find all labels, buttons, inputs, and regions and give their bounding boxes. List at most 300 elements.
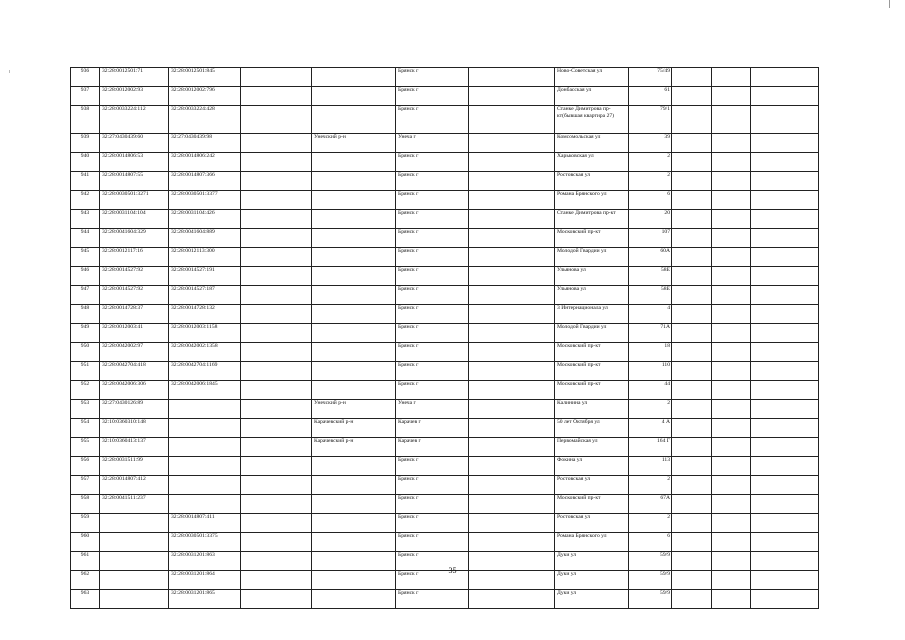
district-cell bbox=[312, 590, 396, 609]
locality-cell: Брянск г bbox=[396, 324, 469, 343]
house-number-cell: 6 bbox=[629, 191, 672, 210]
empty-cell bbox=[751, 514, 819, 533]
table-row bbox=[71, 305, 819, 324]
empty-cell bbox=[241, 305, 312, 324]
locality-cell: Брянск г bbox=[396, 229, 469, 248]
cadastral-number-cell: 32:28:0042002:97 bbox=[100, 343, 169, 362]
empty-cell bbox=[469, 590, 555, 609]
empty-cell bbox=[712, 362, 751, 381]
house-number-cell: 59/9 bbox=[629, 571, 672, 590]
empty-cell bbox=[712, 476, 751, 495]
empty-cell bbox=[712, 248, 751, 267]
empty-cell bbox=[672, 590, 712, 609]
locality-cell: Брянск г bbox=[396, 191, 469, 210]
empty-cell bbox=[712, 286, 751, 305]
table-row bbox=[71, 533, 819, 552]
district-cell: Карачевский р-н bbox=[312, 419, 396, 438]
empty-cell bbox=[672, 476, 712, 495]
scan-mark bbox=[889, 0, 890, 8]
building-cadastral-number-cell bbox=[169, 457, 241, 476]
cadastral-number-cell: 32:28:0042006:306 bbox=[100, 381, 169, 400]
row-number: 943 bbox=[71, 210, 100, 229]
street-cell: Московский пр-кт bbox=[555, 362, 629, 381]
empty-cell bbox=[751, 495, 819, 514]
table-row bbox=[71, 87, 819, 106]
empty-cell bbox=[672, 533, 712, 552]
row-number: 951 bbox=[71, 362, 100, 381]
table-row bbox=[71, 324, 819, 343]
empty-cell bbox=[751, 286, 819, 305]
empty-cell bbox=[712, 495, 751, 514]
house-number-cell: 44 bbox=[629, 381, 672, 400]
table-row bbox=[71, 286, 819, 305]
house-number-cell: 164 Г bbox=[629, 438, 672, 457]
street-cell: Романа Брянского ул bbox=[555, 191, 629, 210]
empty-cell bbox=[241, 343, 312, 362]
empty-cell bbox=[672, 362, 712, 381]
district-cell bbox=[312, 191, 396, 210]
cadastral-number-cell: 32:28:0014807:55 bbox=[100, 172, 169, 191]
empty-cell bbox=[672, 229, 712, 248]
district-cell bbox=[312, 286, 396, 305]
cadastral-number-cell: 32:28:0012501:71 bbox=[100, 68, 169, 87]
empty-cell bbox=[751, 305, 819, 324]
empty-cell bbox=[469, 106, 555, 134]
locality-cell: Брянск г bbox=[396, 552, 469, 571]
cadastral-number-cell: 32:28:0030501:3271 bbox=[100, 191, 169, 210]
house-number-cell: 4 bbox=[629, 305, 672, 324]
row-number: 936 bbox=[71, 68, 100, 87]
house-number-cell: 75/49 bbox=[629, 68, 672, 87]
table-row bbox=[71, 153, 819, 172]
locality-cell: Брянск г bbox=[396, 153, 469, 172]
building-cadastral-number-cell: 32:28:0014807:366 bbox=[169, 172, 241, 191]
district-cell: Унечский р-н bbox=[312, 134, 396, 153]
empty-cell bbox=[469, 134, 555, 153]
table-row bbox=[71, 210, 819, 229]
building-cadastral-number-cell bbox=[169, 438, 241, 457]
empty-cell bbox=[672, 457, 712, 476]
district-cell bbox=[312, 476, 396, 495]
table-row bbox=[71, 172, 819, 191]
building-cadastral-number-cell: 32:28:0041604:889 bbox=[169, 229, 241, 248]
locality-cell: Брянск г bbox=[396, 305, 469, 324]
row-number: 939 bbox=[71, 134, 100, 153]
empty-cell bbox=[469, 267, 555, 286]
empty-cell bbox=[751, 248, 819, 267]
district-cell bbox=[312, 106, 396, 134]
empty-cell bbox=[712, 134, 751, 153]
empty-cell bbox=[241, 153, 312, 172]
street-cell: Московский пр-кт bbox=[555, 495, 629, 514]
empty-cell bbox=[469, 533, 555, 552]
cadastral-number-cell bbox=[100, 533, 169, 552]
district-cell bbox=[312, 305, 396, 324]
district-cell bbox=[312, 533, 396, 552]
building-cadastral-number-cell: 32:28:0042002:1358 bbox=[169, 343, 241, 362]
cadastral-number-cell: 32:28:0031511:99 bbox=[100, 457, 169, 476]
district-cell: Карачевский р-н bbox=[312, 438, 396, 457]
empty-cell bbox=[469, 400, 555, 419]
cadastral-number-cell: 32:28:0012117:16 bbox=[100, 248, 169, 267]
district-cell bbox=[312, 267, 396, 286]
house-number-cell: 58Е bbox=[629, 267, 672, 286]
table-row bbox=[71, 134, 819, 153]
house-number-cell: 59/9 bbox=[629, 552, 672, 571]
empty-cell bbox=[712, 153, 751, 172]
street-cell: Московский пр-кт bbox=[555, 229, 629, 248]
empty-cell bbox=[712, 533, 751, 552]
empty-cell bbox=[469, 457, 555, 476]
empty-cell bbox=[712, 106, 751, 134]
empty-cell bbox=[469, 68, 555, 87]
empty-cell bbox=[712, 590, 751, 609]
house-number-cell: 67А bbox=[629, 495, 672, 514]
empty-cell bbox=[469, 381, 555, 400]
empty-cell bbox=[241, 191, 312, 210]
empty-cell bbox=[672, 495, 712, 514]
empty-cell bbox=[241, 514, 312, 533]
table-row bbox=[71, 191, 819, 210]
empty-cell bbox=[672, 324, 712, 343]
house-number-cell: 2 bbox=[629, 172, 672, 191]
empty-cell bbox=[241, 457, 312, 476]
empty-cell bbox=[751, 400, 819, 419]
table-row bbox=[71, 381, 819, 400]
locality-cell: Брянск г bbox=[396, 590, 469, 609]
empty-cell bbox=[672, 514, 712, 533]
cadastral-number-cell: 32:27:0430439:60 bbox=[100, 134, 169, 153]
district-cell bbox=[312, 172, 396, 191]
empty-cell bbox=[469, 419, 555, 438]
row-number: 942 bbox=[71, 191, 100, 210]
row-number: 959 bbox=[71, 514, 100, 533]
row-number: 948 bbox=[71, 305, 100, 324]
empty-cell bbox=[469, 343, 555, 362]
empty-cell bbox=[241, 476, 312, 495]
table-row bbox=[71, 400, 819, 419]
empty-cell bbox=[751, 362, 819, 381]
cadastral-number-cell: 32:28:0042704:418 bbox=[100, 362, 169, 381]
row-number: 947 bbox=[71, 286, 100, 305]
empty-cell bbox=[241, 68, 312, 87]
district-cell bbox=[312, 210, 396, 229]
street-cell: Ростовская ул bbox=[555, 476, 629, 495]
locality-cell: Брянск г bbox=[396, 248, 469, 267]
district-cell bbox=[312, 457, 396, 476]
empty-cell bbox=[469, 286, 555, 305]
building-cadastral-number-cell: 32:28:0031201:863 bbox=[169, 552, 241, 571]
empty-cell bbox=[241, 400, 312, 419]
table-row bbox=[71, 514, 819, 533]
table-row bbox=[71, 590, 819, 609]
empty-cell bbox=[672, 68, 712, 87]
empty-cell bbox=[672, 381, 712, 400]
cadastral-number-cell: 32:28:0014806:53 bbox=[100, 153, 169, 172]
table-row bbox=[71, 248, 819, 267]
empty-cell bbox=[672, 305, 712, 324]
street-cell: Дуки ул bbox=[555, 552, 629, 571]
empty-cell bbox=[469, 305, 555, 324]
empty-cell bbox=[241, 590, 312, 609]
empty-cell bbox=[751, 106, 819, 134]
page-number: 35 bbox=[448, 566, 457, 575]
empty-cell bbox=[751, 87, 819, 106]
property-register-table bbox=[70, 67, 819, 609]
locality-cell: Брянск г bbox=[396, 476, 469, 495]
cadastral-number-cell: 32:28:0014807:412 bbox=[100, 476, 169, 495]
empty-cell bbox=[469, 229, 555, 248]
building-cadastral-number-cell: 32:28:0014806:242 bbox=[169, 153, 241, 172]
empty-cell bbox=[469, 476, 555, 495]
empty-cell bbox=[751, 153, 819, 172]
empty-cell bbox=[241, 438, 312, 457]
building-cadastral-number-cell: 32:27:0430439:98 bbox=[169, 134, 241, 153]
empty-cell bbox=[241, 381, 312, 400]
table-row bbox=[71, 457, 819, 476]
house-number-cell: 18 bbox=[629, 343, 672, 362]
house-number-cell: 79/1 bbox=[629, 106, 672, 134]
locality-cell: Брянск г bbox=[396, 362, 469, 381]
district-cell bbox=[312, 381, 396, 400]
street-cell: Ульянова ул bbox=[555, 286, 629, 305]
street-cell: Калинина ул bbox=[555, 400, 629, 419]
building-cadastral-number-cell: 32:28:0031104:426 bbox=[169, 210, 241, 229]
locality-cell: Унеча г bbox=[396, 134, 469, 153]
empty-cell bbox=[241, 286, 312, 305]
row-number: 957 bbox=[71, 476, 100, 495]
empty-cell bbox=[469, 191, 555, 210]
house-number-cell: 2 bbox=[629, 153, 672, 172]
cadastral-number-cell: 32:28:0041511:237 bbox=[100, 495, 169, 514]
building-cadastral-number-cell: 32:28:0030501:3375 bbox=[169, 533, 241, 552]
empty-cell bbox=[751, 191, 819, 210]
cadastral-number-cell: 32:10:0360310:148 bbox=[100, 419, 169, 438]
empty-cell bbox=[712, 324, 751, 343]
street-cell: 3 Интернационала ул bbox=[555, 305, 629, 324]
building-cadastral-number-cell: 32:28:0014527:187 bbox=[169, 286, 241, 305]
table-row bbox=[71, 106, 819, 134]
empty-cell bbox=[241, 87, 312, 106]
building-cadastral-number-cell: 32:28:0031201:865 bbox=[169, 590, 241, 609]
empty-cell bbox=[672, 419, 712, 438]
empty-cell bbox=[672, 400, 712, 419]
empty-cell bbox=[469, 210, 555, 229]
table-row bbox=[71, 362, 819, 381]
building-cadastral-number-cell: 32:28:0012002:796 bbox=[169, 87, 241, 106]
locality-cell: Брянск г bbox=[396, 343, 469, 362]
empty-cell bbox=[241, 324, 312, 343]
empty-cell bbox=[672, 343, 712, 362]
cadastral-number-cell: 32:28:0031104:104 bbox=[100, 210, 169, 229]
row-number: 946 bbox=[71, 267, 100, 286]
house-number-cell: 60А bbox=[629, 248, 672, 267]
empty-cell bbox=[751, 590, 819, 609]
empty-cell bbox=[241, 495, 312, 514]
building-cadastral-number-cell: 32:28:0030501:3377 bbox=[169, 191, 241, 210]
empty-cell bbox=[751, 210, 819, 229]
empty-cell bbox=[469, 248, 555, 267]
building-cadastral-number-cell: 32:28:0042704:1169 bbox=[169, 362, 241, 381]
building-cadastral-number-cell: 32:28:0012113:300 bbox=[169, 248, 241, 267]
house-number-cell: 110 bbox=[629, 362, 672, 381]
empty-cell bbox=[672, 153, 712, 172]
row-number: 961 bbox=[71, 552, 100, 571]
empty-cell bbox=[469, 172, 555, 191]
empty-cell bbox=[751, 267, 819, 286]
locality-cell: Брянск г bbox=[396, 210, 469, 229]
empty-cell bbox=[712, 438, 751, 457]
empty-cell bbox=[712, 419, 751, 438]
row-number: 956 bbox=[71, 457, 100, 476]
house-number-cell: 6 bbox=[629, 533, 672, 552]
district-cell bbox=[312, 324, 396, 343]
empty-cell bbox=[672, 286, 712, 305]
table-row bbox=[71, 476, 819, 495]
cadastral-number-cell: 32:10:0360413:137 bbox=[100, 438, 169, 457]
street-cell: Молодой Гвардии ул bbox=[555, 248, 629, 267]
district-cell bbox=[312, 362, 396, 381]
house-number-cell: 107 bbox=[629, 229, 672, 248]
empty-cell bbox=[241, 419, 312, 438]
empty-cell bbox=[712, 172, 751, 191]
empty-cell bbox=[751, 229, 819, 248]
empty-cell bbox=[751, 457, 819, 476]
building-cadastral-number-cell bbox=[169, 400, 241, 419]
district-cell bbox=[312, 87, 396, 106]
district-cell bbox=[312, 343, 396, 362]
house-number-cell: 61 bbox=[629, 87, 672, 106]
building-cadastral-number-cell: 32:28:0014807:411 bbox=[169, 514, 241, 533]
row-number: 940 bbox=[71, 153, 100, 172]
table-row bbox=[71, 438, 819, 457]
building-cadastral-number-cell bbox=[169, 495, 241, 514]
row-number: 962 bbox=[71, 571, 100, 590]
row-number: 949 bbox=[71, 324, 100, 343]
street-cell: Донбасская ул bbox=[555, 87, 629, 106]
table-row bbox=[71, 68, 819, 87]
locality-cell: Карачев г bbox=[396, 438, 469, 457]
district-cell bbox=[312, 229, 396, 248]
empty-cell bbox=[712, 267, 751, 286]
empty-cell bbox=[241, 106, 312, 134]
street-cell: Романа Брянского ул bbox=[555, 533, 629, 552]
locality-cell: Брянск г bbox=[396, 495, 469, 514]
row-number: 937 bbox=[71, 87, 100, 106]
street-cell: Фокина ул bbox=[555, 457, 629, 476]
empty-cell bbox=[469, 362, 555, 381]
street-cell: Первомайская ул bbox=[555, 438, 629, 457]
street-cell: Молодой Гвардии ул bbox=[555, 324, 629, 343]
row-number: 945 bbox=[71, 248, 100, 267]
empty-cell bbox=[241, 248, 312, 267]
building-cadastral-number-cell: 32:28:0012501:845 bbox=[169, 68, 241, 87]
locality-cell: Брянск г bbox=[396, 172, 469, 191]
cadastral-number-cell: 32:28:0041604:329 bbox=[100, 229, 169, 248]
street-cell: Московский пр-кт bbox=[555, 343, 629, 362]
row-number: 944 bbox=[71, 229, 100, 248]
empty-cell bbox=[712, 457, 751, 476]
cadastral-number-cell: 32:28:0012002:93 bbox=[100, 87, 169, 106]
empty-cell bbox=[241, 362, 312, 381]
empty-cell bbox=[469, 514, 555, 533]
street-cell: Дуки ул bbox=[555, 571, 629, 590]
building-cadastral-number-cell: 32:28:0012003:1158 bbox=[169, 324, 241, 343]
street-cell: Станке Димитрова пр-кт(бывшая квартира 27) bbox=[555, 106, 629, 134]
empty-cell bbox=[241, 533, 312, 552]
empty-cell bbox=[241, 210, 312, 229]
empty-cell bbox=[712, 68, 751, 87]
empty-cell bbox=[672, 191, 712, 210]
empty-cell bbox=[751, 68, 819, 87]
locality-cell: Брянск г bbox=[396, 381, 469, 400]
row-number: 941 bbox=[71, 172, 100, 191]
building-cadastral-number-cell: 32:28:0014728:132 bbox=[169, 305, 241, 324]
empty-cell bbox=[672, 87, 712, 106]
street-cell: Дуки ул bbox=[555, 590, 629, 609]
locality-cell: Брянск г bbox=[396, 87, 469, 106]
house-number-cell: 113 bbox=[629, 457, 672, 476]
locality-cell: Брянск г bbox=[396, 68, 469, 87]
row-number: 953 bbox=[71, 400, 100, 419]
row-number: 952 bbox=[71, 381, 100, 400]
empty-cell bbox=[751, 419, 819, 438]
locality-cell: Брянск г bbox=[396, 106, 469, 134]
empty-cell bbox=[469, 324, 555, 343]
building-cadastral-number-cell: 32:28:0031201:864 bbox=[169, 571, 241, 590]
cadastral-number-cell: 32:28:0014728:37 bbox=[100, 305, 169, 324]
building-cadastral-number-cell bbox=[169, 419, 241, 438]
house-number-cell: 2 bbox=[629, 476, 672, 495]
cadastral-number-cell: 32:27:0430126:89 bbox=[100, 400, 169, 419]
house-number-cell: 58Е bbox=[629, 286, 672, 305]
empty-cell bbox=[712, 381, 751, 400]
locality-cell: Брянск г bbox=[396, 571, 469, 590]
row-number: 963 bbox=[71, 590, 100, 609]
empty-cell bbox=[751, 438, 819, 457]
row-number: 938 bbox=[71, 106, 100, 134]
street-cell: Харьковская ул bbox=[555, 153, 629, 172]
empty-cell bbox=[672, 267, 712, 286]
locality-cell: Брянск г bbox=[396, 286, 469, 305]
cadastral-number-cell: 32:28:0012003:41 bbox=[100, 324, 169, 343]
row-number: 954 bbox=[71, 419, 100, 438]
locality-cell: Унеча г bbox=[396, 400, 469, 419]
empty-cell bbox=[751, 343, 819, 362]
empty-cell bbox=[751, 533, 819, 552]
table-row bbox=[71, 495, 819, 514]
scan-mark bbox=[9, 70, 10, 73]
locality-cell: Брянск г bbox=[396, 514, 469, 533]
district-cell bbox=[312, 495, 396, 514]
cadastral-number-cell bbox=[100, 590, 169, 609]
empty-cell bbox=[672, 210, 712, 229]
table-row bbox=[71, 343, 819, 362]
district-cell bbox=[312, 68, 396, 87]
house-number-cell: 71А bbox=[629, 324, 672, 343]
district-cell bbox=[312, 153, 396, 172]
house-number-cell: 20 bbox=[629, 210, 672, 229]
empty-cell bbox=[672, 134, 712, 153]
empty-cell bbox=[241, 134, 312, 153]
street-cell: Станке Димитрова пр-кт bbox=[555, 210, 629, 229]
district-cell bbox=[312, 514, 396, 533]
empty-cell bbox=[712, 400, 751, 419]
row-number: 950 bbox=[71, 343, 100, 362]
empty-cell bbox=[751, 172, 819, 191]
house-number-cell: 59/9 bbox=[629, 590, 672, 609]
row-number: 955 bbox=[71, 438, 100, 457]
